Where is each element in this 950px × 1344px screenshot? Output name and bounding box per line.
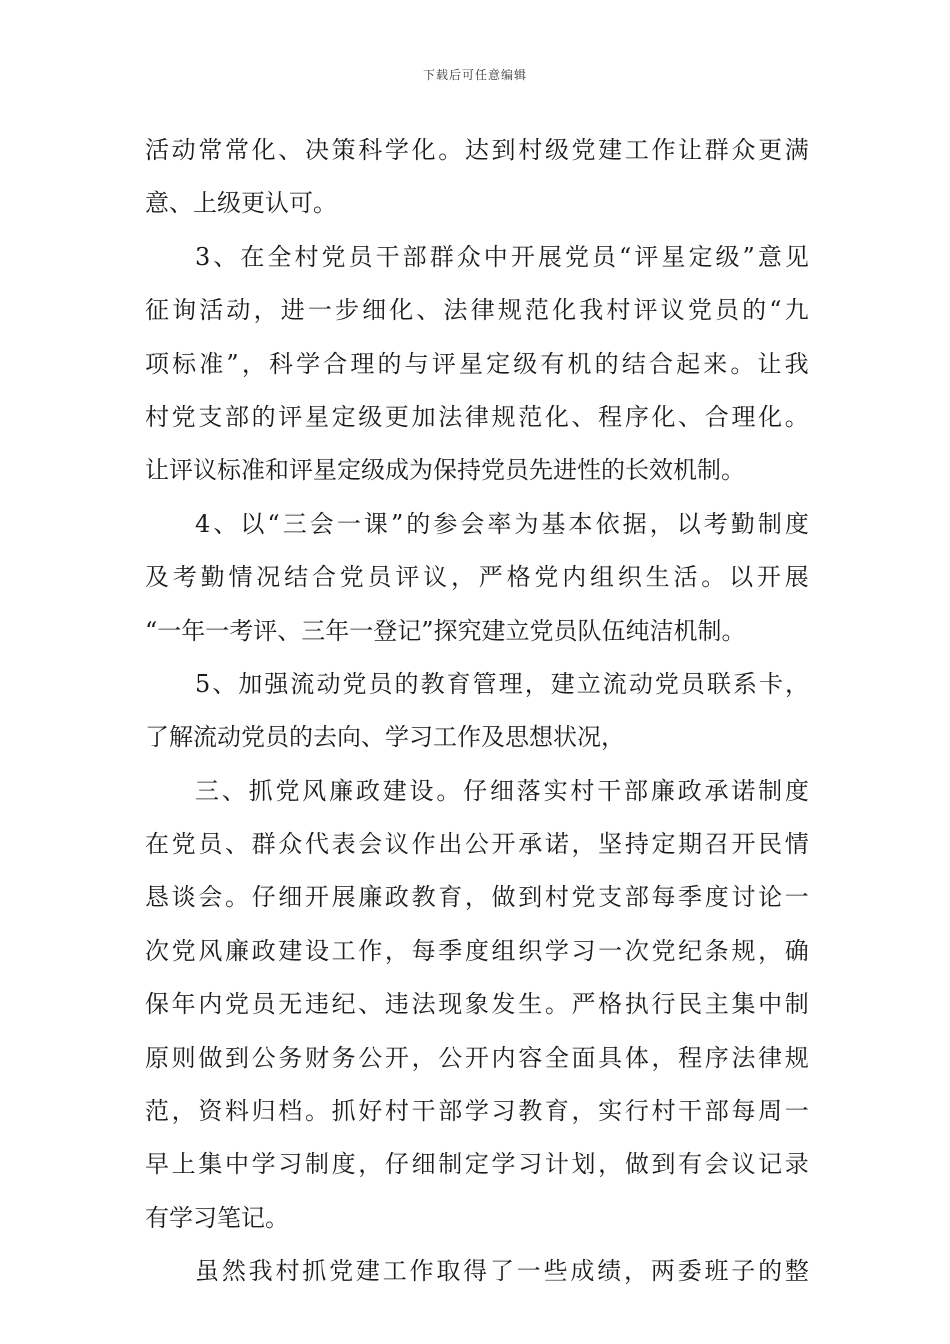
text-line: 虽 然 我 村 抓 党 建 工 作 取 得 了 一 些 成 绩 ， 两 委 班 子 的 整 [195, 1257, 809, 1286]
page-header: 下载后可任意编辑 [422, 68, 527, 82]
paragraph [145, 124, 809, 231]
paragraph [145, 498, 809, 658]
paragraph [145, 231, 809, 498]
text-line: 范 ， 资 料 归 档 。 抓 好 村 干 部 学 习 教 育 ， 实 行 村 干 部 每 周 一 [145, 1097, 809, 1126]
text-line: 4 、 以 “ 三 会 一 课 ” 的 参 会 率 为 基 本 依 据 ， 以 考 勤 制 度 [195, 509, 809, 538]
text-line: 了解流动党员的去向、学习工作及思想状况， [145, 723, 625, 752]
text-line: 3 、 在 全 村 党 员 干 部 群 众 中 开 展 党 员 “ 评 星 定 级 ” 意 见 [195, 242, 809, 271]
text-line: 三 、 抓 党 风 廉 政 建 设 。 仔 细 落 实 村 干 部 廉 政 承 诺 制 度 [195, 776, 809, 805]
text-line: “一年一考评、三年一登记”探究建立党员队伍纯洁机制。 [145, 616, 746, 645]
text-line: 早 上 集 中 学 习 制 度 ， 仔 细 制 定 学 习 计 划 ， 做 到 有 会 议 记 录 [145, 1150, 809, 1179]
text-line: 项 标 准 ” ， 科 学 合 理 的 与 评 星 定 级 有 机 的 结 合 起 来 。 让 我 [145, 349, 809, 378]
text-line: 活 动 常 常 化 、 决 策 科 学 化 。 达 到 村 级 党 建 工 作 让 群 众 更 满 [145, 136, 809, 164]
text-line: 有学习笔记。 [145, 1203, 289, 1232]
text-line: 次 党 风 廉 政 建 设 工 作 ， 每 季 度 组 织 学 习 一 次 党 纪 条 规 ， 确 [145, 936, 809, 965]
text-line: 保 年 内 党 员 无 违 纪 、 违 法 现 象 发 生 。 严 格 执 行 民 主 集 中 制 [145, 990, 809, 1019]
text-line: 意、上级更认可。 [145, 189, 337, 218]
text-line: 村 党 支 部 的 评 星 定 级 更 加 法 律 规 范 化 、 程 序 化 、 合 理 化 。 [145, 402, 809, 431]
text-line: 在 党 员 、 群 众 代 表 会 议 作 出 公 开 承 诺 ， 坚 持 定 期 召 开 民 情 [145, 830, 809, 859]
paragraph [145, 658, 809, 765]
text-line: 原 则 做 到 公 务 财 务 公 开 ， 公 开 内 容 全 面 具 体 ， 程 序 法 律 规 [145, 1043, 809, 1072]
text-line: 让评议标准和评星定级成为保持党员先进性的长效机制。 [145, 456, 745, 485]
text-line: 恳 谈 会 。 仔 细 开 展 廉 政 教 育 ， 做 到 村 党 支 部 每 季 度 讨 论 一 [145, 883, 809, 912]
text-line: 征 询 活 动 ， 进 一 步 细 化 、 法 律 规 范 化 我 村 评 议 党 员 的 “ 九 [145, 296, 809, 325]
paragraph [145, 765, 809, 1246]
text-line: 5 、 加 强 流 动 党 员 的 教 育 管 理 ， 建 立 流 动 党 员 联 系 卡 ， [195, 669, 809, 698]
text-line: 及 考 勤 情 况 结 合 党 员 评 议 ， 严 格 党 内 组 织 生 活 。 以 开 展 [145, 563, 809, 592]
paragraph [145, 1245, 809, 1298]
document-body [145, 124, 809, 1299]
